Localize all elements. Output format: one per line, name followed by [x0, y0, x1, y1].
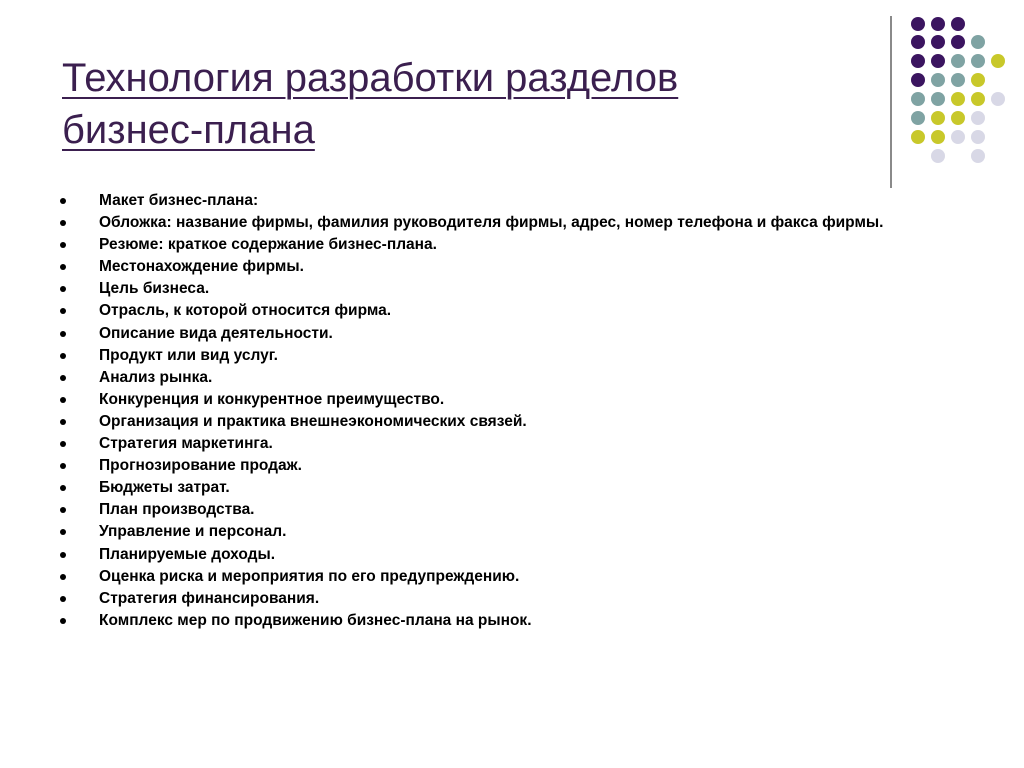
bullet-icon: [60, 618, 66, 624]
bullet-icon: [60, 264, 66, 270]
decorative-dot: [991, 92, 1005, 106]
list-item-text: Анализ рынка.: [99, 368, 213, 386]
decorative-dot: [931, 17, 945, 31]
list-item: [60, 325, 920, 343]
bullet-list: [60, 192, 920, 634]
list-item: [60, 590, 920, 608]
decorative-dot: [911, 17, 925, 31]
list-item: [60, 236, 920, 254]
bullet-icon: [60, 331, 66, 337]
bullet-icon: [60, 198, 66, 204]
vertical-divider: [890, 16, 892, 188]
list-item-text: Обложка: название фирмы, фамилия руководителя фирмы, адрес, номер телефона и факса фирмы.: [99, 214, 884, 232]
bullet-icon: [60, 507, 66, 513]
decorative-dot: [951, 17, 965, 31]
list-item-text: Прогнозирование продаж.: [99, 457, 302, 475]
decorative-dot: [931, 92, 945, 106]
list-item-text: Комплекс мер по продвижению бизнес-плана на рынок.: [99, 611, 532, 629]
decorative-dot: [931, 35, 945, 49]
bullet-icon: [60, 441, 66, 447]
bullet-icon: [60, 397, 66, 403]
list-item: [60, 391, 920, 409]
list-item-text: Бюджеты затрат.: [99, 479, 230, 497]
bullet-icon: [60, 574, 66, 580]
list-item: [60, 501, 920, 519]
decorative-dot: [931, 111, 945, 125]
decorative-dot: [971, 111, 985, 125]
decorative-dot: [951, 111, 965, 125]
list-item: [60, 413, 920, 431]
decorative-dot: [951, 54, 965, 68]
list-item: [60, 214, 920, 232]
decorative-dot: [971, 35, 985, 49]
list-item-text: Описание вида деятельности.: [99, 324, 333, 342]
list-item: [60, 479, 920, 497]
list-item: [60, 523, 920, 541]
decorative-dot: [931, 149, 945, 163]
list-item-text: Организация и практика внешнеэкономических связей.: [99, 412, 527, 430]
decorative-dot: [911, 111, 925, 125]
list-item-text: Резюме: краткое содержание бизнес-плана.: [99, 236, 437, 254]
list-item-text: Оценка риска и мероприятия по его предупреждению.: [99, 567, 520, 585]
list-item-text: Управление и персонал.: [99, 523, 287, 541]
decorative-dot: [931, 130, 945, 144]
list-item: [60, 192, 920, 210]
decorative-dot: [951, 35, 965, 49]
bullet-icon: [60, 353, 66, 359]
list-item: [60, 280, 920, 298]
decorative-dot: [951, 73, 965, 87]
bullet-icon: [60, 242, 66, 248]
decorative-dot: [971, 92, 985, 106]
decorative-dot: [931, 54, 945, 68]
slide-title: Технология разработки разделов бизнес-плана: [62, 56, 679, 152]
list-item-text: Стратегия финансирования.: [99, 589, 320, 607]
list-item-text: Конкуренция и конкурентное преимущество.: [99, 390, 445, 408]
bullet-icon: [60, 529, 66, 535]
list-item: [60, 546, 920, 564]
decorative-dot: [911, 73, 925, 87]
bullet-icon: [60, 375, 66, 381]
decorative-dot: [971, 73, 985, 87]
decorative-dot: [911, 130, 925, 144]
decorative-dot: [971, 130, 985, 144]
list-item-text: Отрасль, к которой относится фирма.: [99, 302, 392, 320]
decorative-dot: [951, 92, 965, 106]
bullet-icon: [60, 286, 66, 292]
bullet-icon: [60, 220, 66, 226]
list-item-text: План производства.: [99, 501, 255, 519]
decorative-dot: [911, 92, 925, 106]
list-item: [60, 302, 920, 320]
list-item: [60, 435, 920, 453]
bullet-icon: [60, 308, 66, 314]
list-item: [60, 258, 920, 276]
bullet-icon: [60, 596, 66, 602]
list-item-text: Макет бизнес-плана:: [99, 192, 259, 209]
list-item-text: Местонахождение фирмы.: [99, 258, 304, 276]
list-item: [60, 369, 920, 387]
list-item: [60, 457, 920, 475]
list-item-text: Планируемые доходы.: [99, 545, 276, 563]
list-item-text: Стратегия маркетинга.: [99, 435, 273, 453]
decorative-dot: [911, 54, 925, 68]
decorative-dot: [971, 149, 985, 163]
decorative-dot: [931, 73, 945, 87]
decorative-dot: [951, 130, 965, 144]
list-item: [60, 347, 920, 365]
bullet-icon: [60, 463, 66, 469]
list-item: [60, 568, 920, 586]
decorative-dot: [971, 54, 985, 68]
bullet-icon: [60, 419, 66, 425]
list-item-text: Цель бизнеса.: [99, 280, 210, 298]
list-item-text: Продукт или вид услуг.: [99, 346, 278, 364]
bullet-icon: [60, 552, 66, 558]
list-item: [60, 612, 920, 630]
bullet-icon: [60, 485, 66, 491]
decorative-dot: [991, 54, 1005, 68]
decorative-dot: [911, 35, 925, 49]
